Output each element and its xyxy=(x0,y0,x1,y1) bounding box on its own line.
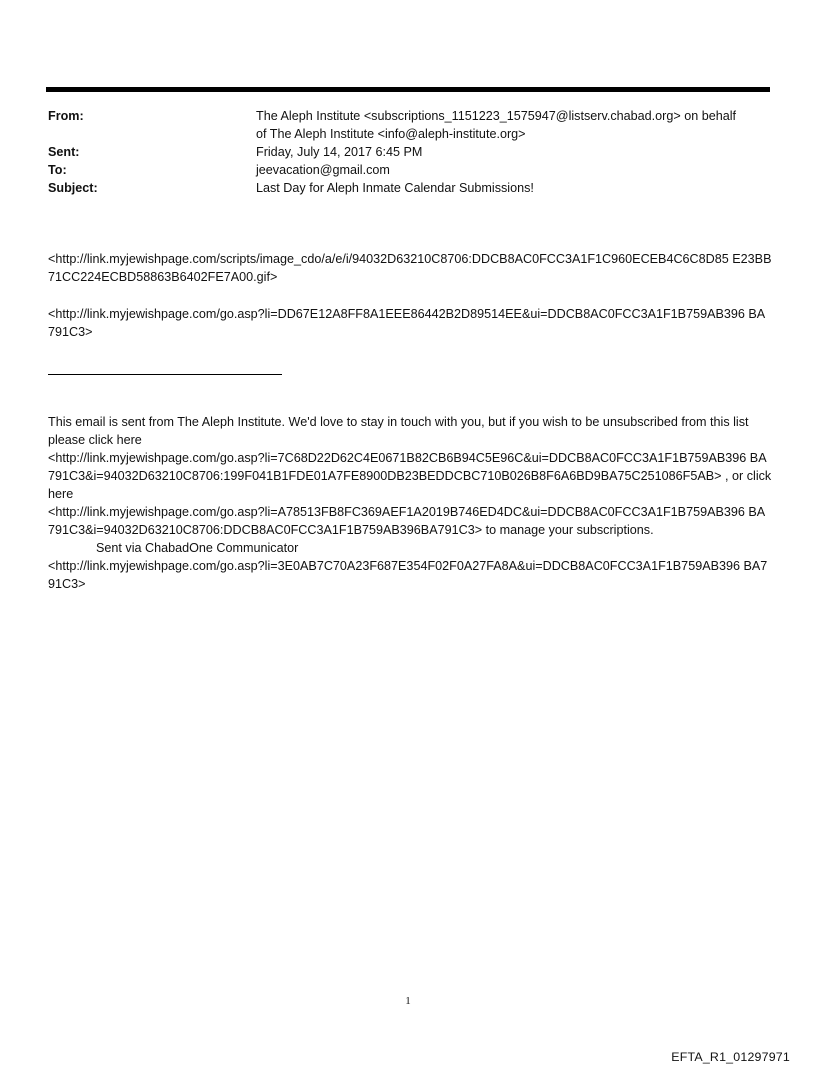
sent-via-link: <http://link.myjewishpage.com/go.asp?li=3E0AB7C70A23F687E354F02F0A27FA8A&ui=DDCB8AC0FCC3A1F1B759AB396 BA791C3> xyxy=(48,559,768,591)
signature-rule xyxy=(48,374,282,375)
unsubscribe-link: <http://link.myjewishpage.com/go.asp?li=7C68D22D62C4E0671B82CB6B94C5E96C&ui=DDCB8AC0FCC3A1F1B759AB396 BA791C3&i=94032D63210C8706:199F041B1FDE01A7FE8900DB23BEDDCBC710B026B8F6A6BD9BA75C251086F5AB> , or click here xyxy=(48,451,772,501)
subject-label: Subject: xyxy=(48,181,98,195)
page-number: 1 xyxy=(405,995,411,1007)
document-id: EFTA_R1_01297971 xyxy=(671,1050,790,1064)
from-row xyxy=(48,107,772,143)
manage-subscriptions-link: <http://link.myjewishpage.com/go.asp?li=A78513FB8FC369AEF1A2019B746ED4DC&ui=DDCB8AC0FCC3A1F1B759AB396 BA791C3&i=94032D63210C8706:DDCB8AC0FCC3A1F1B759AB396BA791C3> to manage your subscriptions. xyxy=(48,505,766,537)
sent-value: Friday, July 14, 2017 6:45 PM xyxy=(256,145,423,159)
sent-via-text: Sent via ChabadOne Communicator xyxy=(96,541,299,555)
subject-row xyxy=(48,179,772,197)
header-rule xyxy=(46,87,770,92)
to-label: To: xyxy=(48,163,67,177)
go-link: <http://link.myjewishpage.com/go.asp?li=DD67E12A8FF8A1EEE86442B2D89514EE&ui=DDCB8AC0FCC3A1F1B759AB396 BA791C3> xyxy=(48,307,766,339)
email-header xyxy=(48,107,772,197)
sent-label: Sent: xyxy=(48,145,80,159)
from-value: The Aleph Institute <subscriptions_1151223_1575947@listserv.chabad.org> on behalf of The Aleph Institute <info@aleph-institute.org> xyxy=(256,109,737,141)
sent-row xyxy=(48,143,772,161)
from-label: From: xyxy=(48,109,84,123)
subject-value: Last Day for Aleph Inmate Calendar Submissions! xyxy=(256,181,534,195)
to-value: jeevacation@gmail.com xyxy=(256,163,390,177)
image-link: <http://link.myjewishpage.com/scripts/image_cdo/a/e/i/94032D63210C8706:DDCB8AC0FCC3A1F1C960ECEB4C6C8D85 E23BB71CC224ECBD58863B6402FE7A00.gif> xyxy=(48,252,772,284)
unsubscribe-text: This email is sent from The Aleph Institute. We'd love to stay in touch with you, but if you wish to be unsubscribed from this list please click here xyxy=(48,415,749,447)
to-row xyxy=(48,161,772,179)
email-footer xyxy=(48,413,772,593)
